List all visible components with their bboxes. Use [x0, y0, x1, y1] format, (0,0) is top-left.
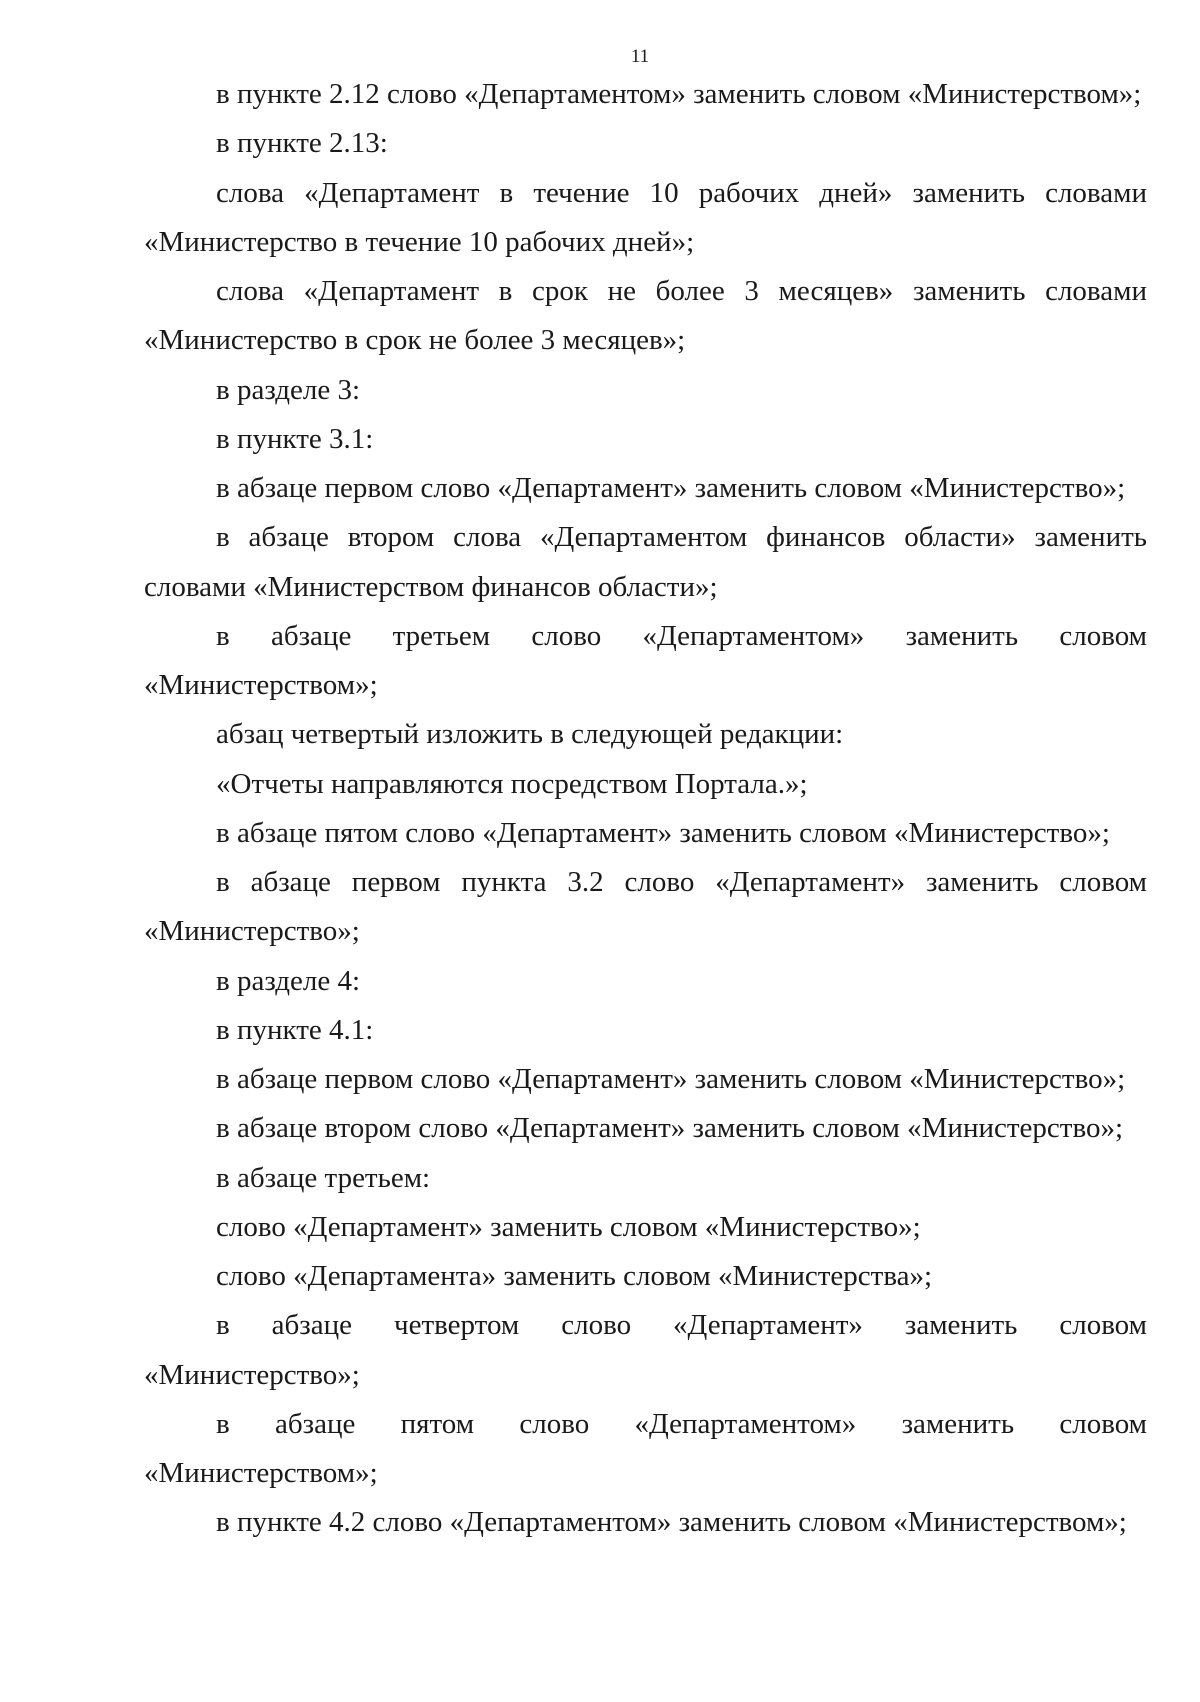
paragraph: в абзаце пятом слово «Департаментом» заменить словом «Министерством»; [144, 1407, 1147, 1489]
paragraph: в пункте 4.2 слово «Департаментом» заменить словом «Министерством»; [216, 1506, 1127, 1539]
paragraph: в пункте 2.13: [216, 127, 388, 160]
paragraph: в пункте 3.1: [216, 422, 374, 455]
paragraph: в абзаце третьем слово «Департаментом» заменить словом «Министерством»; [144, 619, 1147, 701]
paragraph: в абзаце четвертом слово «Департамент» заменить словом «Министерство»; [144, 1309, 1147, 1391]
paragraph: в абзаце третьем: [216, 1161, 431, 1194]
page-number: 11 [630, 46, 650, 67]
paragraph: в абзаце первом слово «Департамент» заменить словом «Министерство»; [216, 472, 1126, 504]
paragraph: слово «Департамент» заменить словом «Министерство»; [216, 1210, 921, 1243]
paragraph: слово «Департамента» заменить словом «Министерства»; [216, 1260, 933, 1292]
paragraph: в абзаце втором слово «Департамент» заменить словом «Министерство»; [216, 1112, 1124, 1145]
paragraph: в абзаце первом слово «Департамент» заменить словом «Министерство»; [216, 1063, 1126, 1095]
paragraph: «Отчеты направляются посредством Портала.»; [216, 767, 808, 800]
paragraph: в абзаце пятом слово «Департамент» заменить словом «Министерство»; [216, 816, 1110, 849]
document-body [144, 70, 1147, 1548]
paragraph: в пункте 2.12 слово «Департаментом» заменить словом «Министерством»; [216, 78, 1142, 110]
paragraph: в разделе 3: [216, 373, 361, 406]
paragraph: слова «Департамент в срок не более 3 месяцев» заменить словами «Министерство в срок не более 3 месяцев»; [144, 275, 1147, 357]
paragraph: слова «Департамент в течение 10 рабочих дней» заменить словами «Министерство в течение 10 рабочих дней»; [144, 176, 1147, 258]
paragraph: абзац четвертый изложить в следующей редакции: [216, 718, 844, 751]
paragraph: в разделе 4: [216, 964, 361, 997]
paragraph: в пункте 4.1: [216, 1013, 374, 1046]
paragraph: в абзаце первом пункта 3.2 слово «Департамент» заменить словом «Министерство»; [144, 866, 1147, 948]
paragraph: в абзаце втором слова «Департаментом финансов области» заменить словами «Министерством финансов области»; [144, 521, 1147, 603]
